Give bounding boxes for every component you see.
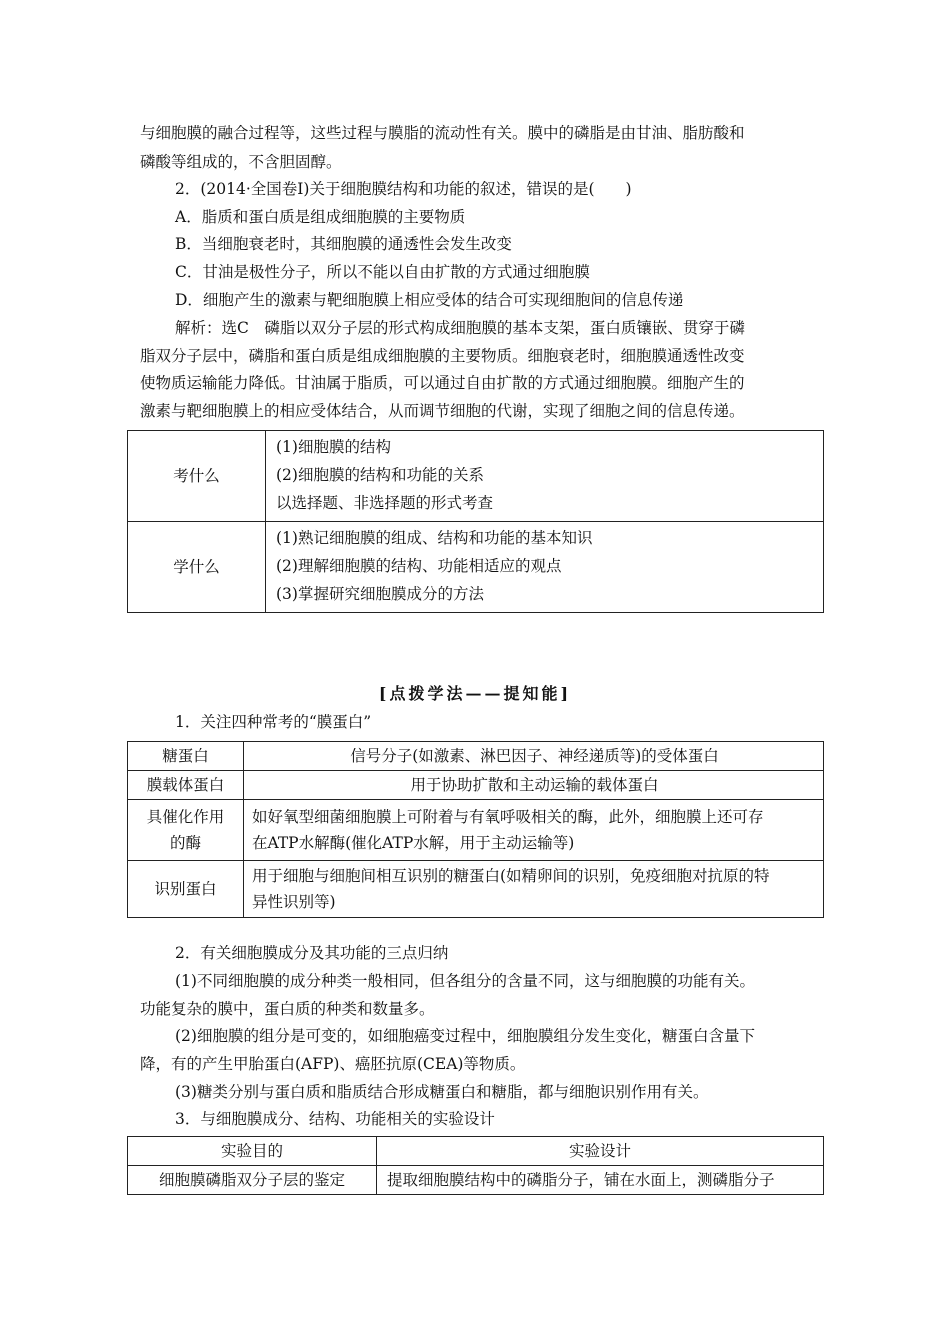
analysis-line: 解析：选C 磷脂以双分子层的形式构成细胞膜的基本支架，蛋白质镶嵌、贯穿于磷	[175, 319, 745, 337]
summary-table	[127, 430, 824, 613]
table-value-cell	[266, 431, 824, 522]
value-line: 异性识别等)	[252, 893, 336, 911]
key-line: 的酶	[169, 834, 201, 852]
value-line: 如好氧型细菌细胞膜上可附着与有氧呼吸相关的酶，此外，细胞膜上还可存	[252, 808, 764, 826]
table-row	[128, 800, 824, 861]
table-cell: 提取细胞膜结构中的磷脂分子，铺在水面上，测磷脂分子	[377, 1166, 824, 1195]
analysis-line: 使物质运输能力降低。甘油属于脂质，可以通过自由扩散的方式通过细胞膜。细胞产生的	[140, 374, 745, 392]
list-item: (2)细胞膜的结构和功能的关系	[276, 466, 484, 484]
table-value-cell: 信号分子(如激素、淋巴因子、神经递质等)的受体蛋白	[244, 742, 824, 771]
membrane-protein-table	[127, 741, 824, 918]
point-title: 1．关注四种常考的“膜蛋白”	[175, 713, 372, 731]
question-stem: 2．(2014·全国卷Ⅰ)关于细胞膜结构和功能的叙述，错误的是( )	[175, 180, 632, 198]
point-title: 2．有关细胞膜成分及其功能的三点归纳	[175, 944, 449, 962]
table-key-cell	[128, 800, 244, 861]
value-line: 在ATP水解酶(催化ATP水解，用于主动运输等)	[252, 834, 575, 852]
analysis-line: 脂双分子层中，磷脂和蛋白质是组成细胞膜的主要物质。细胞衰老时，细胞膜通透性改变	[140, 347, 745, 365]
table-cell: 细胞膜磷脂双分子层的鉴定	[128, 1166, 377, 1195]
table-key-cell: 学什么	[128, 522, 266, 613]
analysis-line: 激素与靶细胞膜上的相应受体结合，从而调节细胞的代谢，实现了细胞之间的信息传递。	[140, 402, 745, 420]
column-header: 实验设计	[377, 1137, 824, 1166]
list-item: (2)理解细胞膜的结构、功能相适应的观点	[276, 557, 562, 575]
key-line: 具催化作用	[146, 808, 225, 826]
list-item: 以选择题、非选择题的形式考查	[276, 494, 494, 512]
paragraph-line: 磷酸等组成的，不含胆固醇。	[140, 153, 342, 171]
paragraph-line: (2)细胞膜的组分是可变的，如细胞癌变过程中，细胞膜组分发生变化，糖蛋白含量下	[175, 1027, 755, 1045]
table-key-cell: 识别蛋白	[128, 861, 244, 918]
section-heading: [点拨学法——提知能]	[378, 684, 572, 703]
value-line: 用于细胞与细胞间相互识别的糖蛋白(如精卵间的识别，免疫细胞对抗原的特	[252, 867, 770, 885]
table-value-cell	[266, 522, 824, 613]
paragraph-line: 功能复杂的膜中，蛋白质的种类和数量多。	[140, 1000, 435, 1018]
point-title: 3．与细胞膜成分、结构、功能相关的实验设计	[175, 1110, 495, 1128]
column-header: 实验目的	[128, 1137, 377, 1166]
table-row	[128, 522, 824, 613]
paragraph-line: (1)不同细胞膜的成分种类一般相同，但各组分的含量不同，这与细胞膜的功能有关。	[175, 972, 755, 990]
table-value-cell	[244, 800, 824, 861]
option-b: B．当细胞衰老时，其细胞膜的通透性会发生改变	[175, 235, 512, 253]
list-item: (3)掌握研究细胞膜成分的方法	[276, 585, 484, 603]
experiment-table	[127, 1136, 824, 1195]
option-c: C．甘油是极性分子，所以不能以自由扩散的方式通过细胞膜	[175, 263, 590, 281]
table-value-cell: 用于协助扩散和主动运输的载体蛋白	[244, 771, 824, 800]
option-a: A．脂质和蛋白质是组成细胞膜的主要物质	[175, 208, 466, 226]
table-row	[128, 861, 824, 918]
table-value-cell	[244, 861, 824, 918]
paragraph-line: 降，有的产生甲胎蛋白(AFP)、癌胚抗原(CEA)等物质。	[140, 1055, 526, 1073]
table-key-cell: 糖蛋白	[128, 742, 244, 771]
paragraph-line: 与细胞膜的融合过程等，这些过程与膜脂的流动性有关。膜中的磷脂是由甘油、脂肪酸和	[140, 124, 745, 142]
table-header-row	[128, 1137, 824, 1166]
list-item: (1)细胞膜的结构	[276, 438, 391, 456]
paragraph-line: (3)糖类分别与蛋白质和脂质结合形成糖蛋白和糖脂，都与细胞识别作用有关。	[175, 1083, 709, 1101]
option-d: D．细胞产生的激素与靶细胞膜上相应受体的结合可实现细胞间的信息传递	[175, 291, 684, 309]
table-row	[128, 742, 824, 771]
list-item: (1)熟记细胞膜的组成、结构和功能的基本知识	[276, 529, 593, 547]
table-row	[128, 1166, 824, 1195]
table-key-cell: 膜载体蛋白	[128, 771, 244, 800]
table-row	[128, 771, 824, 800]
table-key-cell: 考什么	[128, 431, 266, 522]
table-row	[128, 431, 824, 522]
